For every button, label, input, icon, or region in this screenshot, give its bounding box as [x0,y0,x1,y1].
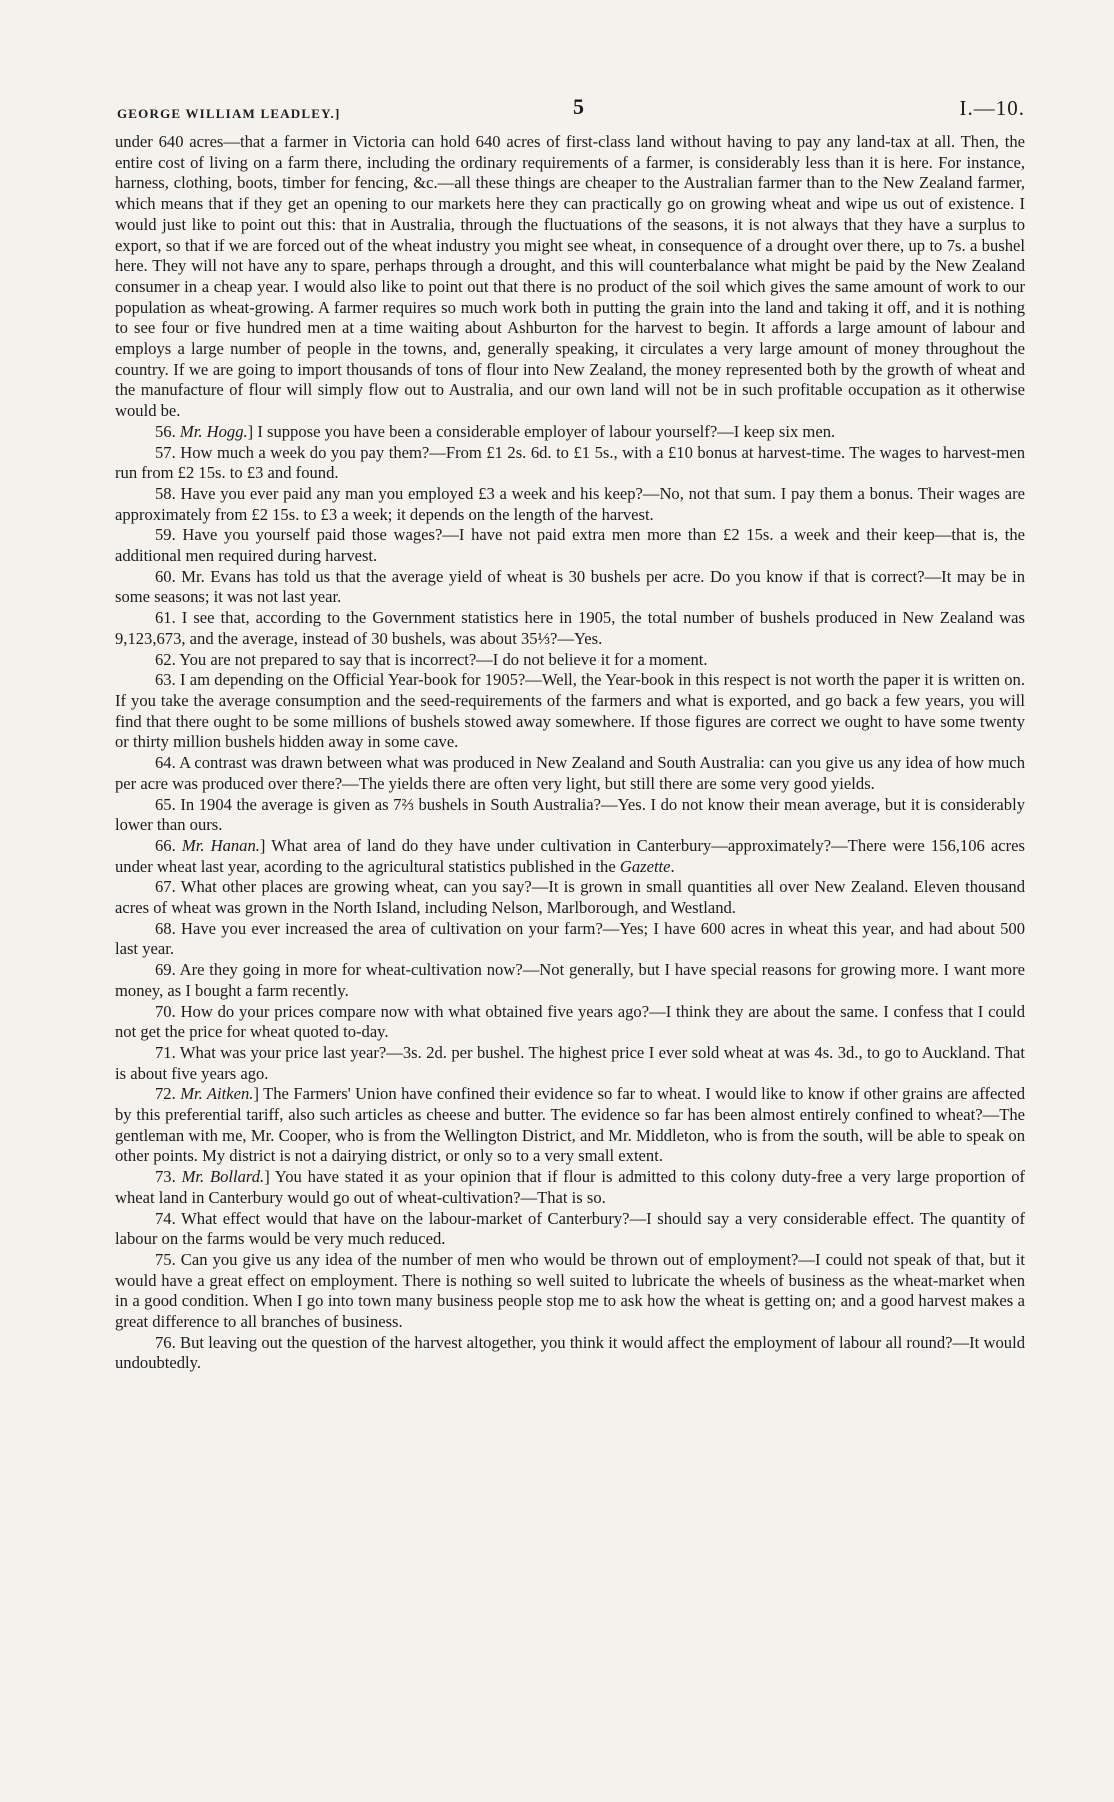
question-65: 65. In 1904 the average is given as 7⅔ bushels in South Australia?—Yes. I do not know their mean average, but it is considerably lower than ours. [115,794,1025,835]
question-71: 71. What was your price last year?—3s. 2d. per bushel. The highest price I ever sold wheat at was 4s. 3d., to go to Auckland. That is about five years ago. [115,1042,1025,1083]
question-75: 75. Can you give us any idea of the number of men who would be thrown out of employment?—I could not speak of that, but it would have a great effect on employment. There is nothing so well suited to lubricate the wheels of business as the wheat-market when in a good condition. When I go into town many business people stop me to ask how the wheat is getting on; and a good harvest makes a great difference to all branches of business. [115,1249,1026,1332]
page-number: 5 [573,94,584,119]
paragraph-continuation: under 640 acres—that a farmer in Victoria can hold 640 acres of first-class land without having to pay any land-tax at all. Then, the entire cost of living on a farm there, including the ordinary requirements of a farmer, is considerably less than it is here. For instance, harness, clothing, boots, timber for fencing, &c.—all these things are cheaper to the Australian farmer than to the New Zealand farmer, which means that if they get an opening to our markets here they can practically go on growing wheat and wipe us out of existence. I would just like to point out this: that in Australia, through the fluctuations of the seasons, it is not always that they have a surplus to export, so that if we are forced out of the wheat industry you might see wheat, in consequence of a drought over there, up to 7s. a bushel here. They will not have any to spare, perhaps through a drought, and this will counterbalance what might be paid by the New Zealand consumer in a cheap year. I would also like to point out that there is no product of the soil which gives the same amount of work to our population as wheat-growing. A farmer requires so much work both in putting the grain into the land and taking it off, and it is nothing to see four or five hundred men at a time waiting about Ashburton for the harvest to begin. It affords a large amount of labour and employs a large number of people in the towns, and, generally speaking, it circulates a very large amount of money throughout the country. If we are going to import thousands of tons of flour into New Zealand, the money represented both by the growth of wheat and the manufacture of flour will simply flow out to Australia, and our own land will not be in such profitable occupation as it otherwise would be. [115,132,1025,421]
question-64: 64. A contrast was drawn between what was produced in New Zealand and South Australia: can you give us any idea of how much per acre was produced over there?—The yields there are often very light, but still there are some very good yields. [115,753,1025,793]
speaker-name: Mr. Aitken. [180,1084,254,1104]
evidence-text [115,132,1025,1374]
question-62: 62. You are not prepared to say that is incorrect?—I do not believe it for a moment. [155,649,708,669]
question-56: 56. Mr. Hogg.] I suppose you have been a considerable employer of labour yourself?—I keep six men. [155,421,836,441]
question-58: 58. Have you ever paid any man you employed £3 a week and his keep?—No, not that sum. I pay them a bonus. Their wages are approximately from £2 15s. to £3 a week; it depends on the length of the harvest. [115,483,1026,524]
question-69: 69. Are they going in more for wheat-cultivation now?—Not generally, but I have special reasons for growing more. I want more money, as I bought a farm recently. [115,960,1025,1000]
witness-name-header: GEORGE WILLIAM LEADLEY.] [117,106,341,121]
question-72: 72. Mr. Aitken.] The Farmers' Union have confined their evidence so far to wheat. I would like to know if other grains are affected by this preferential tariff, also such articles as cheese and butter. The evidence so far has been almost entirely confined to wheat?—The gentleman with me, Mr. Cooper, who is from the Wellington District, and Mr. Middleton, who is from the south, will be able to speak on other points. My district is not a dairying district, or only so to a very small extent. [115,1084,1025,1166]
question-63: 63. I am depending on the Official Year-book for 1905?—Well, the Year-book in this respect is not worth the paper it is written on. If you take the average consumption and the seed-requirements of the farmers and what is exported, and go back a few years, you will find that there ought to be some millions of bushels stowed away somewhere. If those figures are correct we ought to have some twenty or thirty million bushels hidden away in some cave. [115,670,1025,752]
page-header [115,92,1025,132]
document-page [115,92,1025,1374]
question-70: 70. How do your prices compare now with what obtained five years ago?—I think they are about the same. I confess that I could not get the price for wheat quoted to-day. [115,1001,1026,1042]
question-68: 68. Have you ever increased the area of cultivation on your farm?—Yes; I have 600 acres in wheat this year, and had about 500 last year. [115,918,1026,959]
question-73: 73. Mr. Bollard.] You have stated it as your opinion that if flour is admitted to this colony duty-free a very large proportion of wheat land in Canterbury would go out of wheat-cultivation?—That is so. [115,1167,1026,1207]
speaker-name: Mr. Hogg. [179,421,248,441]
question-57: 57. How much a week do you pay them?—From £1 2s. 6d. to £1 5s., with a £10 bonus at harvest-time. The wages to harvest-men run from £2 15s. to £3 and found. [115,442,1025,483]
paper-reference: I.—10. [959,96,1025,120]
question-59: 59. Have you yourself paid those wages?—I have not paid extra men more than £2 15s. a week and their keep—that is, the additional men required during harvest. [115,525,1026,566]
question-67: 67. What other places are growing wheat, can you say?—It is grown in small quantities all over New Zealand. Eleven thousand acres of wheat was grown in the North Island, including Nelson, Marlborough, and Westland. [115,877,1026,918]
question-61: 61. I see that, according to the Government statistics here in 1905, the total number of bushels produced in New Zealand was 9,123,673, and the average, instead of 30 bushels, was about 35⅓?—Yes. [115,608,1025,648]
speaker-name: Mr. Hanan. [181,835,260,855]
speaker-name: Mr. Bollard. [181,1167,265,1187]
question-74: 74. What effect would that have on the labour-market of Canterbury?—I should say a very considerable effect. The quantity of labour on the farms would be very much reduced. [115,1208,1025,1249]
question-76: 76. But leaving out the question of the harvest altogether, you think it would affect the employment of labour all round?—It would undoubtedly. [115,1332,1025,1373]
question-66: 66. Mr. Hanan.] What area of land do they have under cultivation in Canterbury—approximately?—There were 156,106 acres under wheat last year, acording to the agricultural statistics published in the Gazette. [115,835,1025,876]
question-60: 60. Mr. Evans has told us that the average yield of wheat is 30 bushels per acre. Do you know if that is correct?—It may be in some seasons; it was not last year. [115,566,1025,607]
